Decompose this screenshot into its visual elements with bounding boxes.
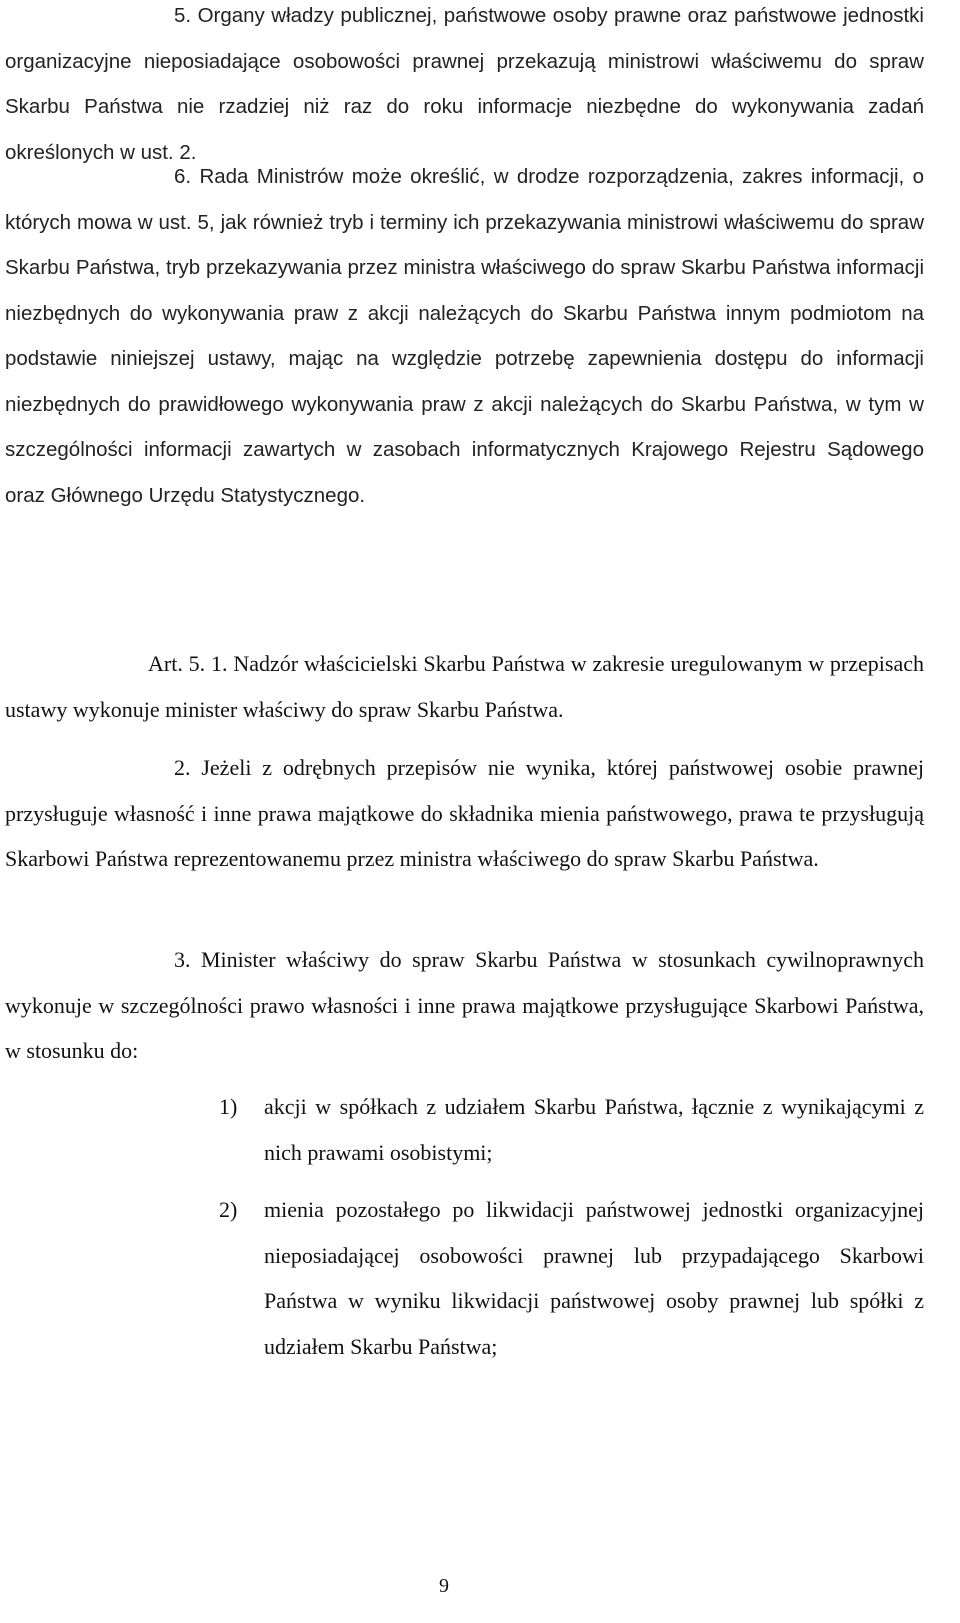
list-item-number: 1) — [219, 1094, 238, 1119]
article-5-section-2: 2. Jeżeli z odrębnych przepisów nie wynika, której państwowej osobie prawnej przysługuje własność i inne prawa majątkowe do składnika mienia państwowego, prawa te przysługują Skarbowi Państwa reprezentowanemu przez ministra właściwego do spraw Skarbu Państwa. — [5, 755, 924, 871]
list-item-number: 2) — [219, 1197, 238, 1222]
list-item-text: akcji w spółkach z udziałem Skarbu Państwa, łącznie z wynikającymi z nich prawami osobistymi; — [264, 1094, 924, 1165]
article-5-section-3: 3. Minister właściwy do spraw Skarbu Państwa w stosunkach cywilnoprawnych wykonuje w szczególności prawo własności i inne prawa majątkowe przysługujące Skarbowi Państwa, w stosunku do: — [5, 947, 924, 1063]
page-number: 9 — [439, 1575, 449, 1597]
paragraph-6: 6. Rada Ministrów może określić, w drodze rozporządzenia, zakres informacji, o których mowa w ust. 5, jak również tryb i terminy ich przekazywania ministrowi właściwemu do spraw Skarbu Państwa, tryb przekazywania przez ministra właściwego do spraw Skarbu Państwa informacji niezbędnych do wykonywania praw z akcji należących do Skarbu Państwa innym podmiotom na podstawie niniejszej ustawy, mając na względzie potrzebę zapewnienia dostępu do informacji niezbędnych do prawidłowego wykonywania praw z akcji należących do Skarbu Państwa, w tym w szczególności informacji zawartych w zasobach informatycznych Krajowego Rejestru Sądowego oraz Głównego Urzędu Statystycznego. — [5, 165, 924, 507]
list-item-text: mienia pozostałego po likwidacji państwowej jednostki organizacyjnej nieposiadającej osobowości prawnej lub przypadającego Skarbowi Państwa w wyniku likwidacji państwowej osoby prawnej lub spółki z udziałem Skarbu Państwa; — [264, 1197, 924, 1359]
article-5-section-1: Art. 5. 1. Nadzór właścicielski Skarbu Państwa w zakresie uregulowanym w przepisach ustawy wykonuje minister właściwy do spraw Skarbu Państwa. — [5, 651, 924, 722]
paragraph-5: 5. Organy władzy publicznej, państwowe osoby prawne oraz państwowe jednostki organizacyjne nieposiadające osobowości prawnej przekazują ministrowi właściwemu do spraw Skarbu Państwa nie rzadziej niż raz do roku informacje niezbędne do wykonywania zadań określonych w ust. 2. — [5, 4, 924, 164]
